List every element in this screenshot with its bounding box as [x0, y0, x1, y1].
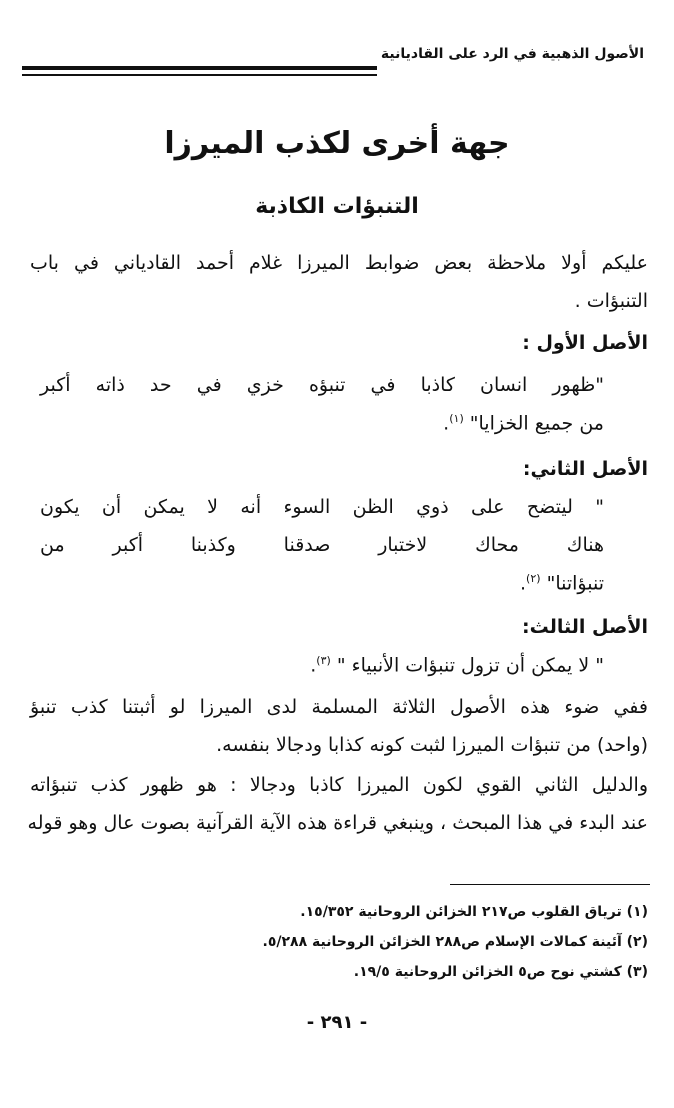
principle-1-heading: الأصل الأول : — [522, 332, 648, 354]
footnote-1: (١) ترياق القلوب ص٢١٧ الخزائن الروحانية ١٥/٣٥٢. — [300, 904, 648, 920]
body-paragraph-2-line-2: عند البدء في هذا المبحث ، وينبغي قراءة هذه الآية القرآنية بصوت عال وهو قوله — [27, 812, 648, 834]
quote-text: " لا يمكن أن تزول تنبؤات الأنبياء " — [336, 654, 604, 677]
footnote-3: (٣) كشتي نوح ص٥ الخزائن الروحانية ١٩/٥. — [353, 964, 648, 980]
principle-3-heading: الأصل الثالث: — [522, 616, 648, 638]
header-rule-heavy — [22, 66, 377, 70]
page-title: جهة أخرى لكذب الميرزا — [164, 126, 510, 161]
footnote-ref-1: (١) — [449, 412, 464, 425]
quote-text: من جميع الخزايا" — [469, 412, 604, 435]
principle-1-line-2: من جميع الخزايا" $^{(١)}$. — [443, 412, 604, 435]
footnote-2: (٢) آئينة كمالات الإسلام ص٢٨٨ الخزائن الروحانية ٥/٢٨٨. — [262, 934, 648, 950]
principle-2-line-3: تنبؤاتنا" $^{(٢)}$. — [519, 572, 604, 595]
quote-text: تنبؤاتنا" — [546, 572, 604, 595]
footnote-separator — [450, 884, 650, 885]
intro-line-1: عليكم أولا ملاحظة بعض ضوابط الميرزا غلام أحمد القادياني في باب — [30, 252, 648, 274]
body-paragraph-2-line-1: والدليل الثاني القوي لكون الميرزا كاذبا ودجالا : هو ظهور كذب تنبؤاته — [30, 774, 648, 796]
principle-2-line-1: " ليتضح على ذوي الظن السوء أنه لا يمكن أن يكون — [40, 496, 604, 518]
running-title: الأصول الذهبية في الرد على القاديانية — [380, 46, 644, 62]
body-paragraph-1-line-1: ففي ضوء هذه الأصول الثلاثة المسلمة لدى الميرزا لو أثبتنا كذب تنبؤ — [30, 696, 648, 718]
intro-line-2: التنبؤات . — [574, 290, 648, 312]
principle-2-heading: الأصل الثاني: — [522, 458, 648, 480]
principle-1-line-1: "ظهور انسان كاذبا في تنبؤه خزي في حد ذاته أكبر — [40, 374, 604, 396]
principle-2-line-2: هناك محاك لاختبار صدقنا وكذبنا أكبر من — [40, 534, 604, 556]
section-subtitle: التنبؤات الكاذبة — [255, 194, 419, 219]
footnote-ref-3: (٣) — [316, 654, 331, 667]
header-rule-thin — [22, 74, 377, 76]
principle-3-line-1: " لا يمكن أن تزول تنبؤات الأنبياء " $^{(٣)}$. — [310, 654, 604, 677]
footnote-ref-2: (٢) — [526, 572, 541, 585]
page-number: - ٢٩١ - — [306, 1012, 368, 1033]
body-paragraph-1-line-2: (واحد) من تنبؤات الميرزا لثبت كونه كذابا ودجالا بنفسه. — [216, 734, 648, 756]
